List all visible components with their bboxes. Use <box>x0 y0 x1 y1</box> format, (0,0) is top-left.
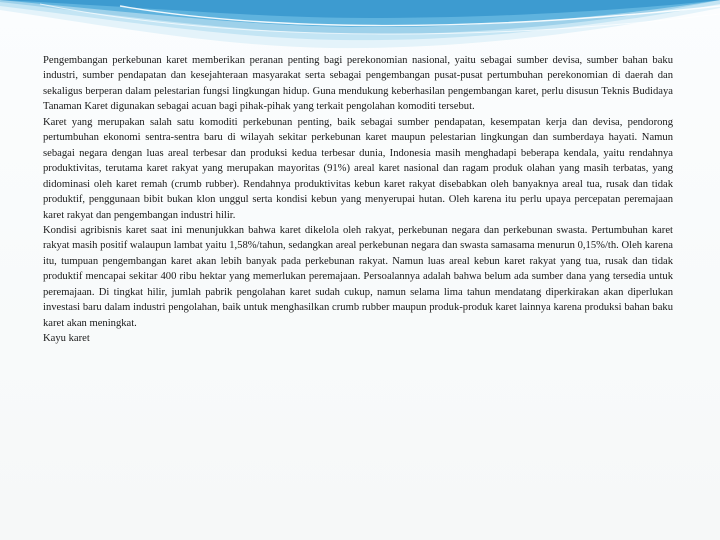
body-text <box>43 53 673 347</box>
paragraph-1: Pengembangan perkebunan karet memberikan peranan penting bagi perekonomian nasional, yaitu sebagai sumber devisa, sumber bahan baku industri, sumber pendapatan dan kesejahteraan masyarakat serta sebagai pengembangan pusat-pusat pertumbuhan perekonomian di daerah dan sekaligus berperan dalam pelestarian fungsi lingkungan hidup. Guna mendukung keberhasilan pengembangan karet, perlu disusun Teknis Budidaya Tanaman Karet digunakan sebagai acuan bagi pihak-pihak yang terkait pengolahan komoditi tersebut. <box>43 55 673 113</box>
paragraph-3: Kondisi agribisnis karet saat ini menunjukkan bahwa karet dikelola oleh rakyat, perkebunan negara dan perkebunan swasta. Pertumbuhan karet rakyat masih positif walaupun lambat yaitu 1,58%/tahun, sedangkan areal perkebunan negara dan swasta samasama menurun 0,15%/th. Oleh karena itu, tumpuan pengembangan karet akan lebih banyak pada perkebunan rakyat. Namun luas areal kebun karet rakyat yang tua, rusak dan tidak produktif mencapai sekitar 400 ribu hektar yang memerlukan peremajaan. Persoalannya adalah bahwa belum ada sumber dana yang tersedia untuk peremajaan. Di tingkat hilir, jumlah pabrik pengolahan karet sudah cukup, namun selama lima tahun mendatang diperkirakan akan diperlukan investasi baru dalam industri pengolahan, baik untuk menghasilkan crumb rubber maupun produk-produk karet lainnya karena produksi bahan baku karet akan meningkat. <box>43 224 673 329</box>
paragraph-2: Karet yang merupakan salah satu komoditi perkebunan penting, baik sebagai sumber pendapatan, kesempatan kerja dan devisa, pendorong pertumbuhan ekonomi sentra-sentra baru di wilayah sekitar perkebunan karet maupun pelestarian lingkungan dan sumberdaya hayati. Namun sebagai negara dengan luas areal terbesar dan produksi kedua terbesar dunia, Indonesia masih menghadapi beberapa kendala, yaitu rendahnya produktivitas, terutama karet rakyat yang merupakan mayoritas (91%) areal karet nasional dan ragam produk olahan yang masih terbatas, yang didominasi oleh karet remah (crumb rubber). Rendahnya produktivitas kebun karet rakyat disebabkan oleh banyaknya areal tua, rusak dan tidak produktif, penggunaan bibit bukan klon unggul serta kondisi kebun yang menyerupai hutan. Oleh karena itu perlu upaya percepatan peremajaan karet rakyat dan pengembangan industri hilir. <box>43 116 673 221</box>
header-wave-decoration <box>0 0 720 60</box>
paragraph-4: Kayu karet <box>43 333 90 345</box>
